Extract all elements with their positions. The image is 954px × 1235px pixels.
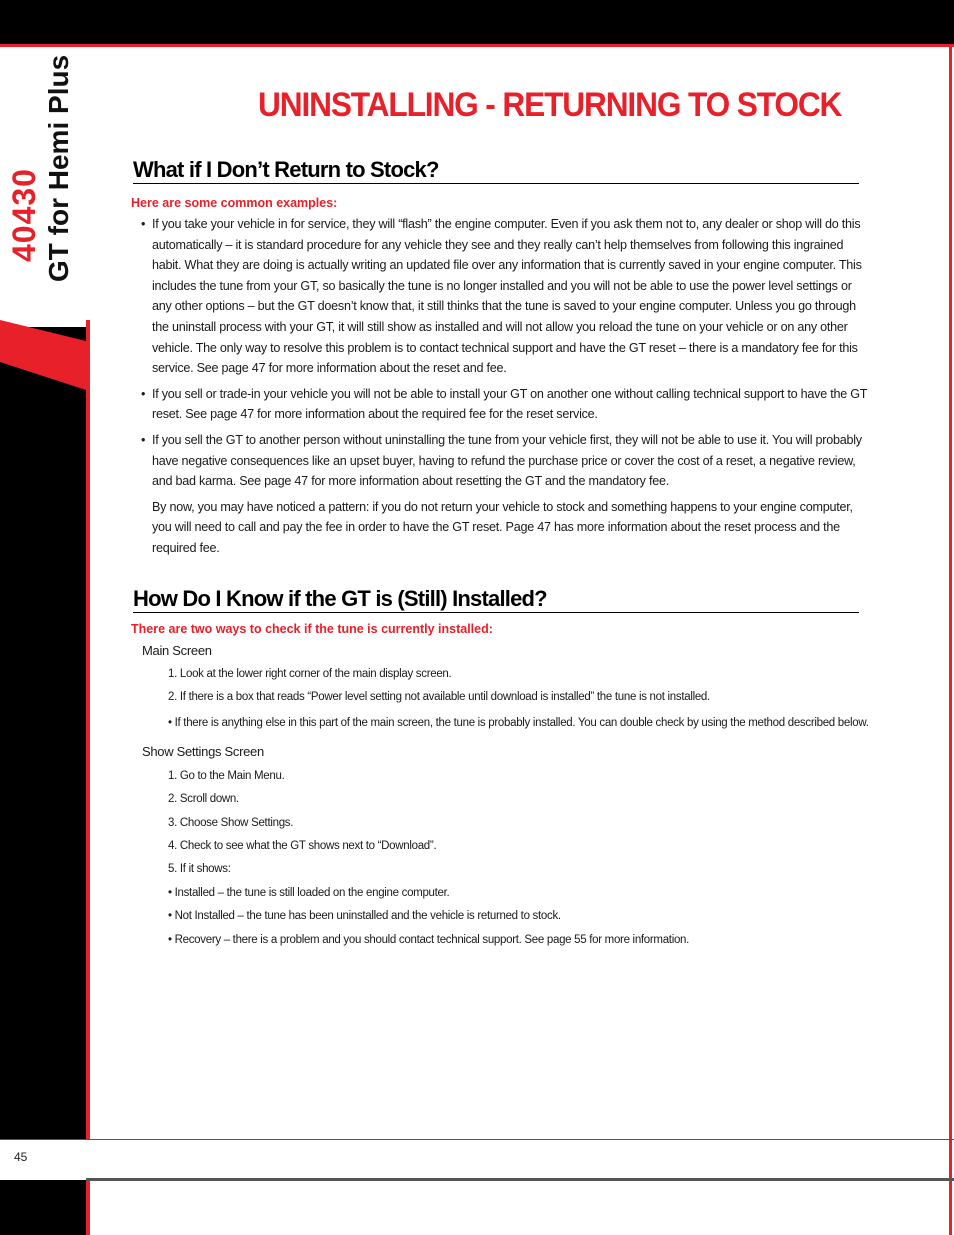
bullet-icon: • xyxy=(141,386,146,401)
section-subheading-two-ways: There are two ways to check if the tune is currently installed: xyxy=(131,622,493,636)
footer-divider xyxy=(0,1139,954,1140)
left-red-rule xyxy=(86,320,90,1140)
settings-step: 2. Scroll down. xyxy=(168,793,239,805)
section-subheading-examples: Here are some common examples: xyxy=(131,196,338,210)
section-heading-gt-installed: How Do I Know if the GT is (Still) Installed? xyxy=(133,586,859,613)
bullet-icon: • xyxy=(141,217,146,231)
page-number: 45 xyxy=(14,1150,28,1164)
list-item-text: If you take your vehicle in for service, they will “flash” the engine computer. Even if you ask them not to, any dealer or shop will do this automatically – it is standard procedure for any vehicle they see and they really can’t help themselves from following this ingrained habit. What they are doing is actually writing an updated file over any information that is currently saved in your engine computer. This includes the tune from your GT, so basically the tune is no longer installed and you will not be able to use the power level settings or any other options – but the GT doesn’t know that, it still thinks that the tune is saved to your engine computer. Unless you go through the uninstall process with your GT, it will still show as installed and will not allow you reload the tune on your vehicle or on any other vehicle. The only way to resolve this problem is to contact technical support and have the GT reset – there is a mandatory fee for this service. See page 47 for more information about the reset and fee. xyxy=(152,217,862,376)
section-heading-return-to-stock: What if I Don’t Return to Stock? xyxy=(133,157,859,184)
left-red-rule-bottom xyxy=(86,1180,90,1235)
list-item-text: If you sell or trade-in your vehicle you will not be able to install your GT on another one without calling technical support to have the GT reset. See page 47 for more information about the required fee for the reset service. xyxy=(152,386,867,422)
settings-step: 4. Check to see what the GT shows next to “Download”. xyxy=(168,840,437,852)
right-red-rule xyxy=(949,44,952,1235)
settings-step: 5. If it shows: xyxy=(168,863,231,875)
main-screen-step: • If there is anything else in this part of the main screen, the tune is probably installed. You can double check by using the method described below. xyxy=(168,717,869,729)
list-item xyxy=(138,214,868,379)
settings-step: 3. Choose Show Settings. xyxy=(168,817,294,829)
examples-list xyxy=(138,214,868,559)
left-black-band-bottom xyxy=(0,1180,86,1235)
list-item xyxy=(138,384,868,425)
list-item-text: If you sell the GT to another person without uninstalling the tune from your vehicle first, they will not be able to use it. You will probably have negative consequences like an upset buyer, having to refund the purchase price or cover the cost of a reset, a negative review, and bad karma. See page 47 for more information about resetting the GT and the mandatory fee. xyxy=(152,432,862,489)
main-screen-heading: Main Screen xyxy=(142,643,212,658)
bottom-gray-rule xyxy=(86,1178,954,1181)
bullet-icon: • xyxy=(141,432,146,447)
product-code: 40430 xyxy=(6,168,42,262)
list-item xyxy=(138,430,868,492)
main-screen-step: 1. Look at the lower right corner of the main display screen. xyxy=(168,668,452,680)
product-name: GT for Hemi Plus xyxy=(43,54,74,282)
sidebar-title xyxy=(6,42,86,282)
settings-step: • Not Installed – the tune has been uninstalled and the vehicle is returned to stock. xyxy=(168,910,561,922)
page-title: UNINSTALLING - RETURNING TO STOCK xyxy=(258,86,842,124)
settings-step: • Installed – the tune is still loaded on the engine computer. xyxy=(168,887,450,899)
top-red-rule xyxy=(0,44,954,47)
closing-paragraph: By now, you may have noticed a pattern: if you do not return your vehicle to stock and something happens to your engine computer, you will need to call and pay the fee in order to have the GT reset. Page 47 has more information about the reset process and the required fee. xyxy=(152,499,853,555)
settings-step: 1. Go to the Main Menu. xyxy=(168,770,285,782)
main-screen-step: 2. If there is a box that reads “Power level setting not available until download is installed” the tune is not installed. xyxy=(168,691,710,703)
settings-screen-heading: Show Settings Screen xyxy=(142,744,264,759)
settings-step: • Recovery – there is a problem and you should contact technical support. See page 55 for more information. xyxy=(168,934,690,946)
top-black-bar xyxy=(0,0,954,44)
